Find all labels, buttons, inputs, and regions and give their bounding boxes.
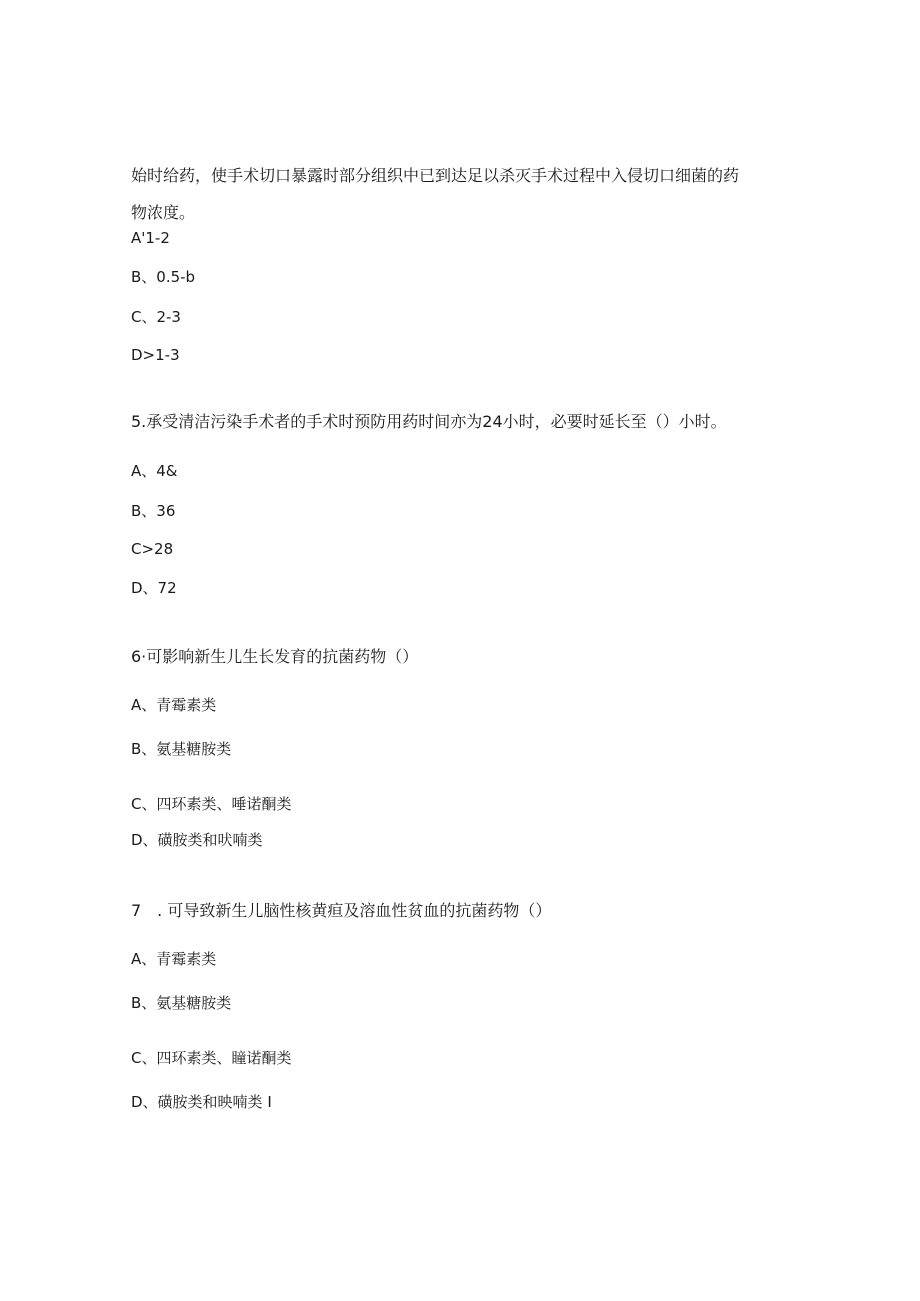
question-6-option-c: C、四环素类、唾诺酮类 [131, 795, 292, 813]
question-5-option-c: C>28 [131, 540, 174, 558]
question-4-stem-line-2: 物浓度。 [131, 203, 196, 222]
question-4-option-c: C、2-3 [131, 308, 181, 326]
question-6-stem: 6·可影响新生儿生长发育的抗菌药物（） [131, 647, 419, 666]
question-4-stem-line-1: 始时给药，使手术切口暴露时部分组织中已到达足以杀灭手术过程中入侵切口细菌的药 [131, 166, 740, 185]
question-4-option-b: B、0.5-b [131, 268, 196, 286]
question-7-stem: 7 . 可导致新生儿脑性核黄疸及溶血性贫血的抗菌药物（） [131, 901, 552, 920]
question-7-option-d: D、磺胺类和映喃类 I [131, 1093, 272, 1111]
question-5-option-a: A、4& [131, 462, 178, 480]
question-6-option-b: B、氨基糖胺类 [131, 740, 232, 758]
question-7-option-c: C、四环素类、瞳诺酮类 [131, 1049, 292, 1067]
question-6-option-a: A、青霉素类 [131, 696, 217, 714]
question-7-option-b: B、氨基糖胺类 [131, 994, 232, 1012]
question-5-stem: 5.承受清洁污染手术者的手术时预防用药时间亦为24小时，必要时延长至（）小时。 [131, 412, 727, 431]
question-4-option-a: A'1-2 [131, 229, 170, 247]
question-7-option-a: A、青霉素类 [131, 950, 217, 968]
question-6-option-d: D、磺胺类和吠喃类 [131, 831, 263, 849]
question-5-option-d: D、72 [131, 579, 177, 597]
question-5-option-b: B、36 [131, 502, 176, 520]
question-4-option-d: D>1-3 [131, 346, 180, 364]
